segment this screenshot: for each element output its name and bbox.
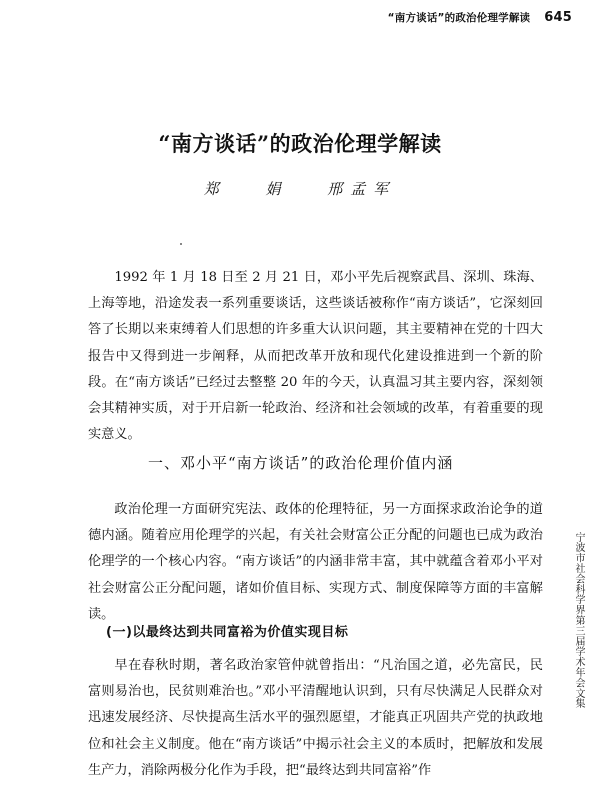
scan-speck [180,243,182,245]
article-authors: 郑 娟 邢孟军 [203,180,397,198]
intro-paragraph: 1992 年 1 月 18 日至 2 月 21 日，邓小平先后视察武昌、深圳、珠海、上海等地，沿途发表一系列重要谈话，这些谈话被称作“南方谈话”，它深刻回答了长期以来束缚着人们思想的许多重大认识问题，其主要精神在党的十四大报告中又得到进一步阐释，从而把改革开放和现代化建设推进到一个新的阶段。在“南方谈话”已经过去整整 20 年的今天，认真温习其主要内容，深刻领会其精神实质，对于开启新一轮政治、经济和社会领域的改革，有着重要的现实意义。 [88,270,543,443]
running-title: “南方谈话”的政治伦理学解读 [387,12,531,24]
side-vertical-label: 宁波市社会科学界第三届学术年会文集 [573,532,584,709]
subsection-heading: (一)以最终达到共同富裕为价值实现目标 [106,625,349,640]
article-title: “南方谈话”的政治伦理学解读 [158,131,442,156]
subsection-paragraph: 早在春秋时期，著名政治家管仲就曾指出：“凡治国之道，必先富民，民富则易治也，民贫则难治也。”邓小平清醒地认识到，只有尽快满足人民群众对迅速发展经济、尽快提高生活水平的强烈愿望，才能真正巩固共产党的执政地位和社会主义制度。他在“南方谈话”中揭示社会主义的本质时，把解放和发展生产力，消除两极分化作为手段，把“最终达到共同富裕”作 [88,658,543,778]
page-number: 645 [544,10,572,25]
section-heading: 一、邓小平“南方谈话”的政治伦理价值内涵 [148,454,454,472]
running-header [388,10,572,25]
section-paragraph: 政治伦理一方面研究宪法、政体的伦理特征，另一方面探求政治论争的道德内涵。随着应用伦理学的兴起，有关社会财富公正分配的问题也已成为政治伦理学的一个核心内容。“南方谈话”的内涵非常丰富，其中就蕴含着邓小平对社会财富公正分配问题，诸如价值目标、实现方式、制度保障等方面的丰富解读。 [88,502,543,622]
